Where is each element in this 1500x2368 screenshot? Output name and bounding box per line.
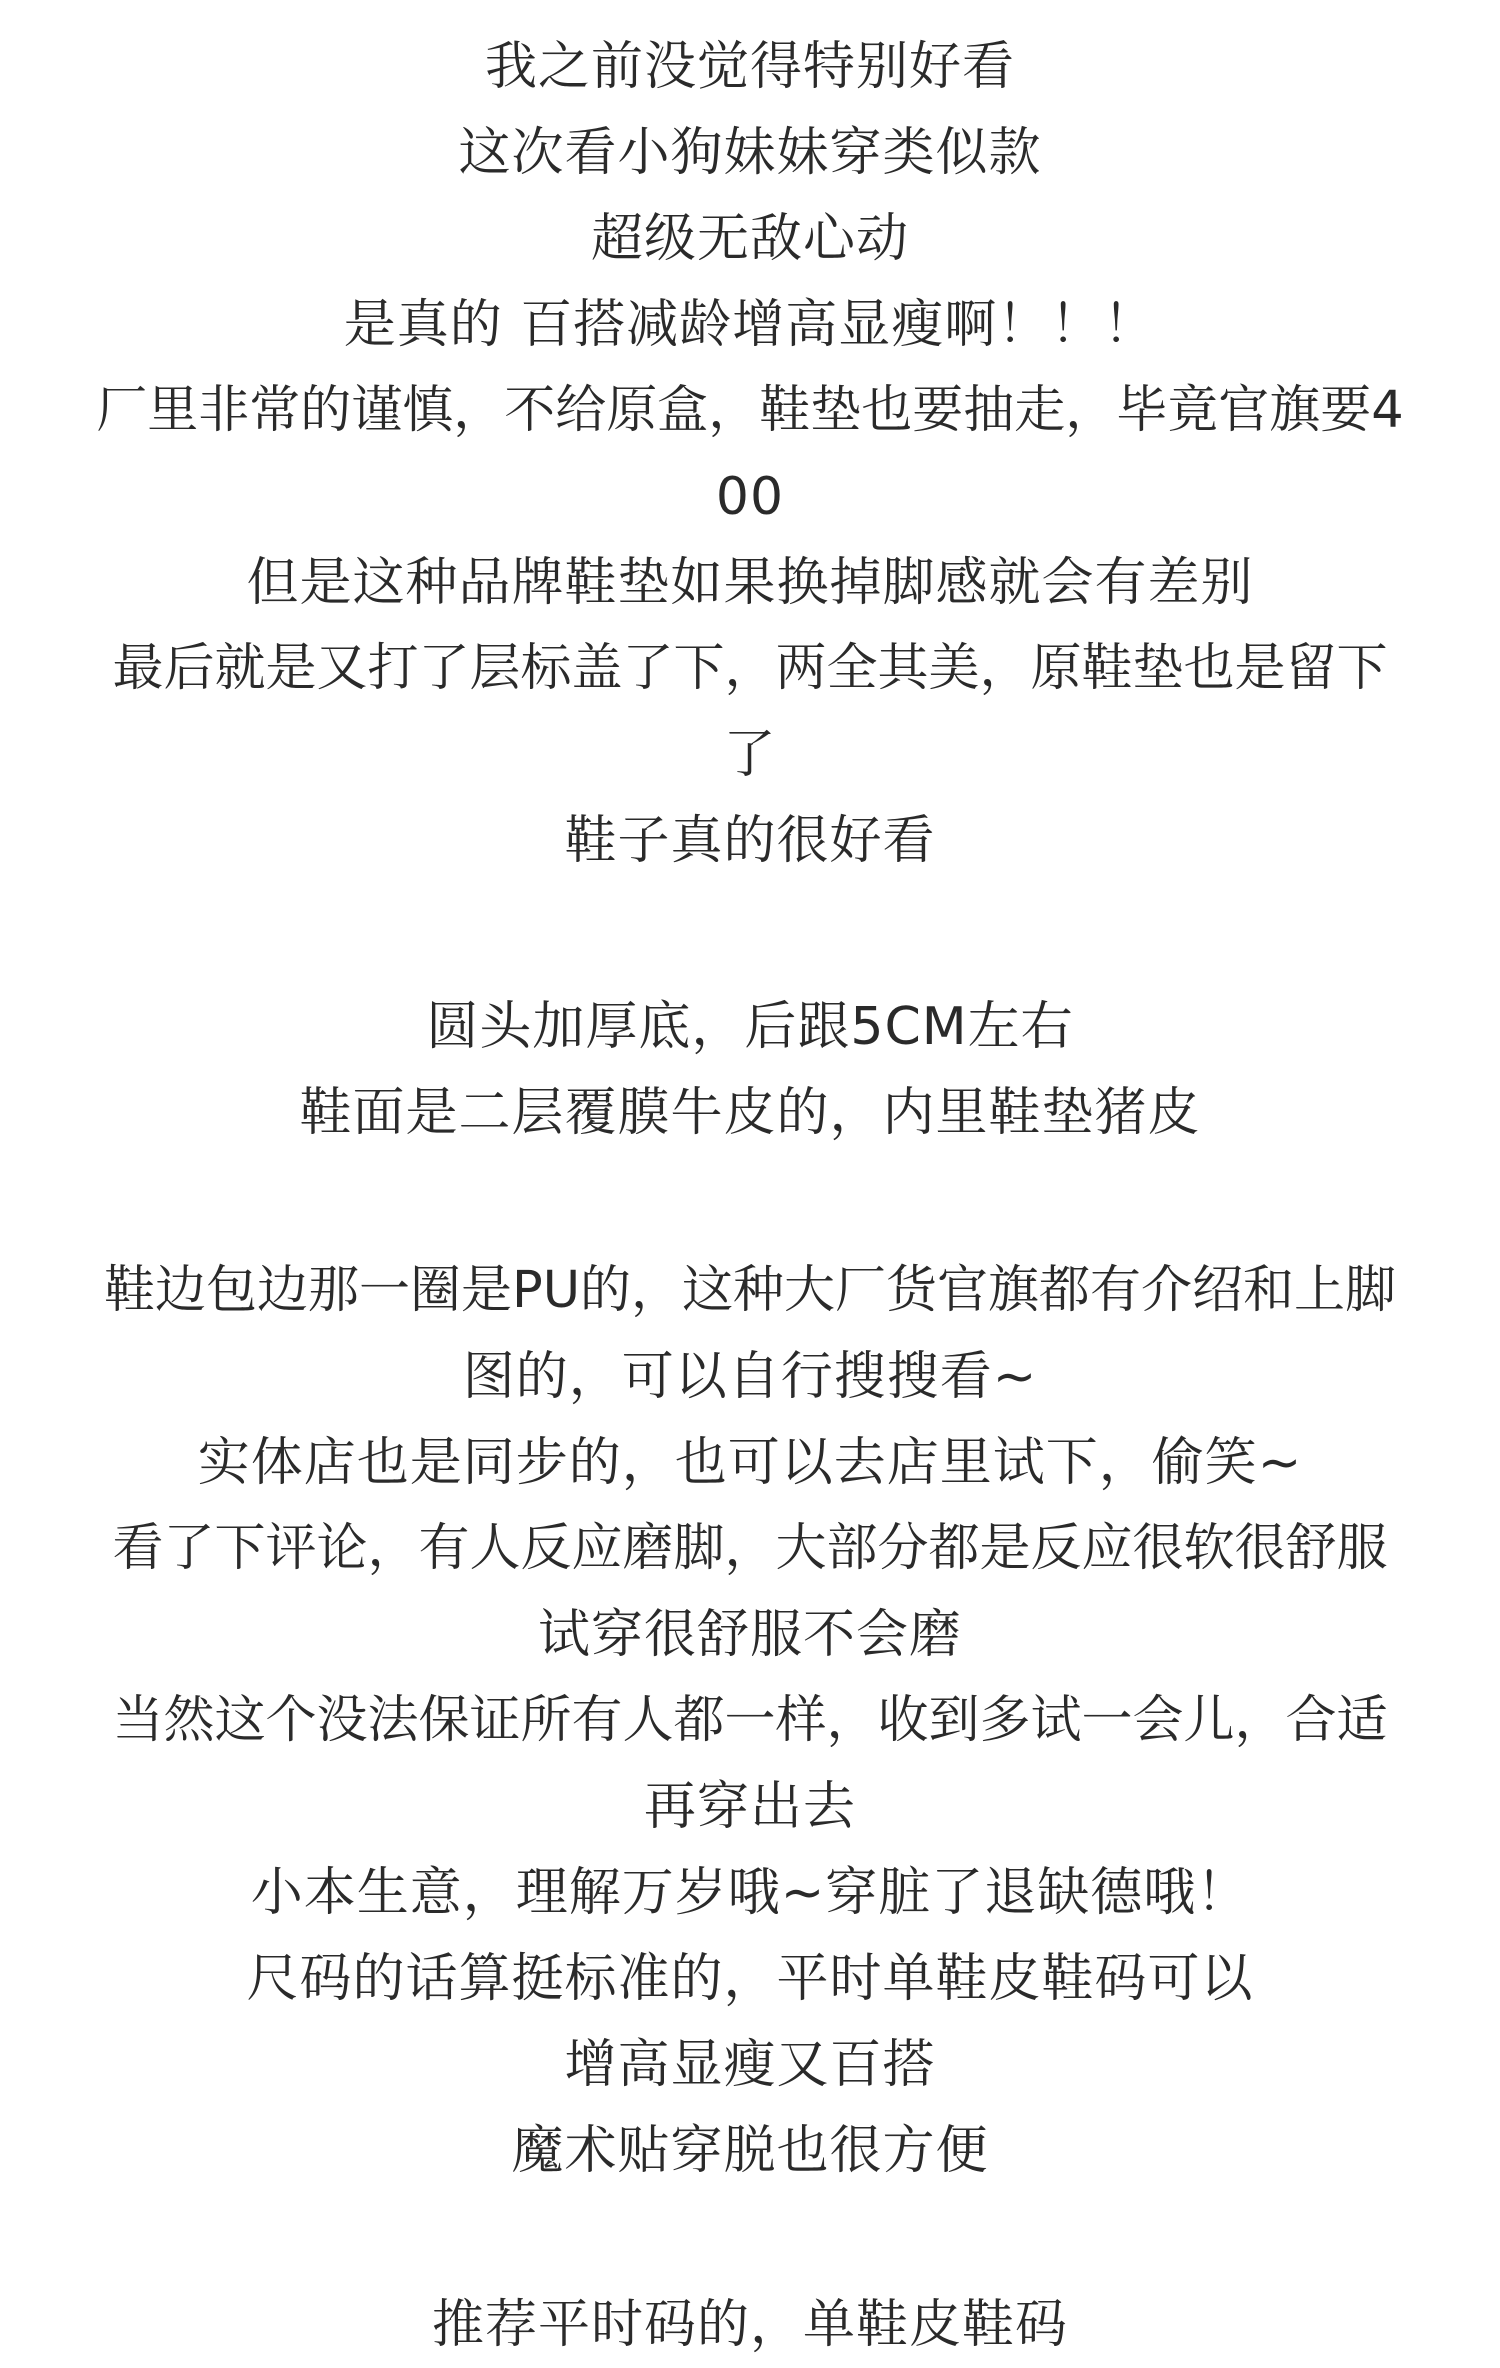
text-line: 最后就是又打了层标盖了下，两全其美，原鞋垫也是留下 (112, 639, 1388, 698)
text-line: 试穿很舒服不会磨 (537, 1605, 962, 1665)
text-line: 小本生意，理解万岁哦~穿脏了退缺德哦！ (250, 1863, 1250, 1923)
text-line: 推荐平时码的，单鞋皮鞋码 (431, 2295, 1068, 2355)
text-line: 再穿出去 (643, 1777, 856, 1837)
text-line: 厂里非常的谨慎，不给原盒，鞋垫也要抽走，毕竟官旗要4 (96, 381, 1404, 440)
text-line: 但是这种品牌鞋垫如果换掉脚感就会有差别 (246, 553, 1254, 613)
text-line: 看了下评论，有人反应磨脚，大部分都是反应很软很舒服 (112, 1519, 1388, 1578)
text-line: 我之前没觉得特别好看 (484, 37, 1015, 97)
text-line: 超级无敌心动 (590, 209, 909, 269)
text-line: 实体店也是同步的，也可以去店里试下，偷笑~ (197, 1433, 1303, 1493)
text-line: 当然这个没法保证所有人都一样，收到多试一会儿，合适 (112, 1691, 1388, 1750)
text-line-partial (0, 2282, 1500, 2355)
text-line: 魔术贴穿脱也很方便 (511, 2121, 989, 2181)
text-line: 增高显瘦又百搭 (564, 2035, 936, 2095)
text-line: 鞋面是二层覆膜牛皮的，内里鞋垫猪皮 (299, 1083, 1201, 1143)
text-line: 圆头加厚底，后跟5CM左右 (426, 997, 1074, 1057)
text-line: 是真的 百搭减龄增高显瘦啊！！！ (343, 295, 1157, 355)
text-line: 图的，可以自行搜搜看~ (462, 1347, 1038, 1407)
text-line: 00 (715, 467, 785, 527)
text-line: 鞋边包边那一圈是PU的，这种大厂货官旗都有介绍和上脚 (103, 1261, 1397, 1320)
text-line: 这次看小狗妹妹穿类似款 (458, 123, 1042, 183)
text-line: 了 (723, 725, 777, 785)
text-line: 尺码的话算挺标准的，平时单鞋皮鞋码可以 (246, 1949, 1254, 2009)
text-line: 鞋子真的很好看 (564, 811, 936, 871)
